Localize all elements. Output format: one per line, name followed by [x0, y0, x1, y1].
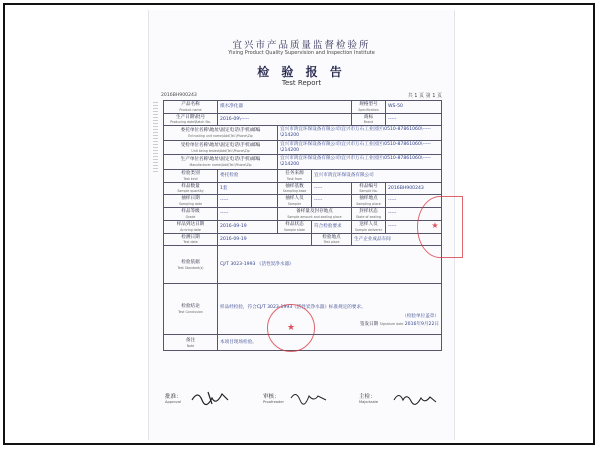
sample-qty-value: 1套 [218, 182, 278, 195]
stamp-note: （检验单位盖章） [402, 314, 439, 320]
official-seal [267, 304, 315, 352]
report-title-en: Test Report [281, 79, 322, 87]
model-value: WS-50 [386, 101, 442, 114]
sampling-place-value: ----- [386, 195, 442, 208]
row-grade [164, 208, 442, 221]
sample-no-value: 2016BH900243 [386, 182, 442, 195]
task-from-value: 宜兴市鸿宜环保设备有限公司 [312, 169, 442, 182]
sender-value: ----- [386, 220, 442, 233]
sign-date-label: 签发日期 [359, 322, 379, 328]
storage-label: 备样量及封存地点 Sample amount and sealing place [278, 208, 352, 221]
conclusion-text: 样品经检验，符合CJ/T 3023-1993《活性炭净水器》标准规定的要求。 [220, 304, 366, 310]
note-value: 本项目现场检验。 [218, 335, 442, 351]
signature-row [163, 388, 443, 418]
master-signature [391, 388, 439, 408]
seal-star-icon: ★ [286, 323, 296, 333]
sign-date-value: 2016年9月22日 [404, 322, 439, 328]
maker-value: 宜兴市鸿宜环保设备有限公司\宜兴市万石工业园区\0510-87861060\-----\214200 [278, 155, 442, 169]
page-info: 共 1 页 第 1 页 [407, 93, 442, 99]
test-kind-value: 委托检验 [218, 169, 278, 182]
test-place-label: 检验地点 Test place [312, 233, 352, 246]
row-test-date [164, 233, 442, 246]
sampling-base-value: ----- [312, 182, 352, 195]
product-name-label: 产品名称 Product name [164, 101, 218, 114]
sampler-label: 抽样人员 Sampler [278, 195, 312, 208]
client-label: 委托单位名称\地址\固定电话\手机\邮编 Entrusting unit name\Add\Tel.\Phone\Zip [164, 126, 278, 140]
proofreader-label: 审核： Proofreader [263, 394, 284, 404]
row-tested [164, 140, 442, 154]
grade-value: ----- [218, 208, 278, 221]
arrive-date-value: 2016-09-19 [218, 220, 278, 233]
test-date-label: 检测日期 Test date [164, 233, 218, 246]
row-sampling [164, 195, 442, 208]
brand-value: ----- [386, 113, 442, 126]
test-kind-label: 检验类别 Test kind [164, 169, 218, 182]
sampling-date-value: ----- [218, 195, 278, 208]
side-seal-star-icon: ★ [431, 221, 439, 230]
seal-state-label: 封样状态 State of sealing [352, 208, 386, 221]
row-kind [164, 169, 442, 182]
master-label: 主检： Majortaste [359, 394, 379, 404]
row-product [164, 101, 442, 114]
approval-signature [189, 388, 237, 408]
grade-label: 样品等级 Grade [164, 208, 218, 221]
tested-unit-value: 宜兴市鸿宜环保设备有限公司\宜兴市万石工业园区\0510-87861060\-----\214200 [278, 140, 442, 154]
maker-label: 生产单位名称\地址\固定电话\手机\邮编 Manufacturer name\Add\Tel.\Phone\Zip [164, 155, 278, 169]
sign-date-label-en: Signature date [379, 322, 404, 327]
task-from-label: 任务来源 Task from [278, 169, 312, 182]
sender-label: 送样人员 Sample deliverer [352, 220, 386, 233]
sampling-place-label: 抽样地点 Sampling place [352, 195, 386, 208]
row-client [164, 126, 442, 140]
sample-qty-label: 样品数量 Sample quantity [164, 182, 218, 195]
sampler-value: ----- [312, 195, 352, 208]
conclusion-label: 检验结论 Test Conclusion [164, 284, 218, 335]
row-arrival [164, 220, 442, 233]
report-document [148, 10, 455, 440]
brand-label: 商标 Brand [352, 113, 386, 126]
report-number: 2016BH900243 [161, 93, 197, 98]
client-value: 宜兴市鸿宜环保设备有限公司\宜兴市万石工业园区\0510-87861060\-----\214200 [278, 126, 442, 140]
seal-state-value: ----- [386, 208, 442, 221]
proofreader-signature [287, 388, 331, 408]
row-quantity [164, 182, 442, 195]
side-seal [417, 196, 463, 258]
row-maker [164, 155, 442, 169]
prod-date-value: 2016-09\----- [218, 113, 352, 126]
test-place-value: 生产企业成品车间 [352, 233, 442, 246]
institute-name-en: Yixing Product Quality Supervision and Inspection Institute [228, 50, 375, 56]
report-title: 检 验 报 告 [257, 65, 346, 79]
tested-unit-label: 受检单位名称\地址\固定电话\手机\邮编 Unit being tested\Add\Tel.\Phone\Zip [164, 140, 278, 154]
sample-no-label: 样品编号 Sample No. [352, 182, 386, 195]
sampling-base-label: 抽样基数 Sampling base [278, 182, 312, 195]
test-date-value: 2016-09-19 [218, 233, 312, 246]
sample-state-value: 符合检验要求 [312, 220, 352, 233]
institute-name: 宜兴市产品质量监督检验所 [232, 40, 371, 51]
standard-value: CJ/T 3023-1993 《活性炭净水器》 [218, 246, 442, 284]
row-prod-date [164, 113, 442, 126]
row-standard [164, 246, 442, 284]
standard-label: 检验依据 Test Standard(s) [164, 246, 218, 284]
side-barcode [153, 102, 158, 172]
sign-date-block [220, 322, 439, 328]
model-label: 规格型号 Specification [352, 101, 386, 114]
product-name-value: 煤水净化器 [218, 101, 352, 114]
conclusion-cell [218, 284, 442, 335]
note-label: 备注 Note [164, 335, 218, 351]
sampling-date-label: 抽样日期 Sampling date [164, 195, 218, 208]
arrive-date-label: 样品到达日期 Arriving date [164, 220, 218, 233]
approval-label: 批准： Approval [165, 394, 182, 404]
prod-date-label: 生产日期\批号 Producing date\Batch No. [164, 113, 218, 126]
sample-state-label: 样品状态 Sample state [278, 220, 312, 233]
